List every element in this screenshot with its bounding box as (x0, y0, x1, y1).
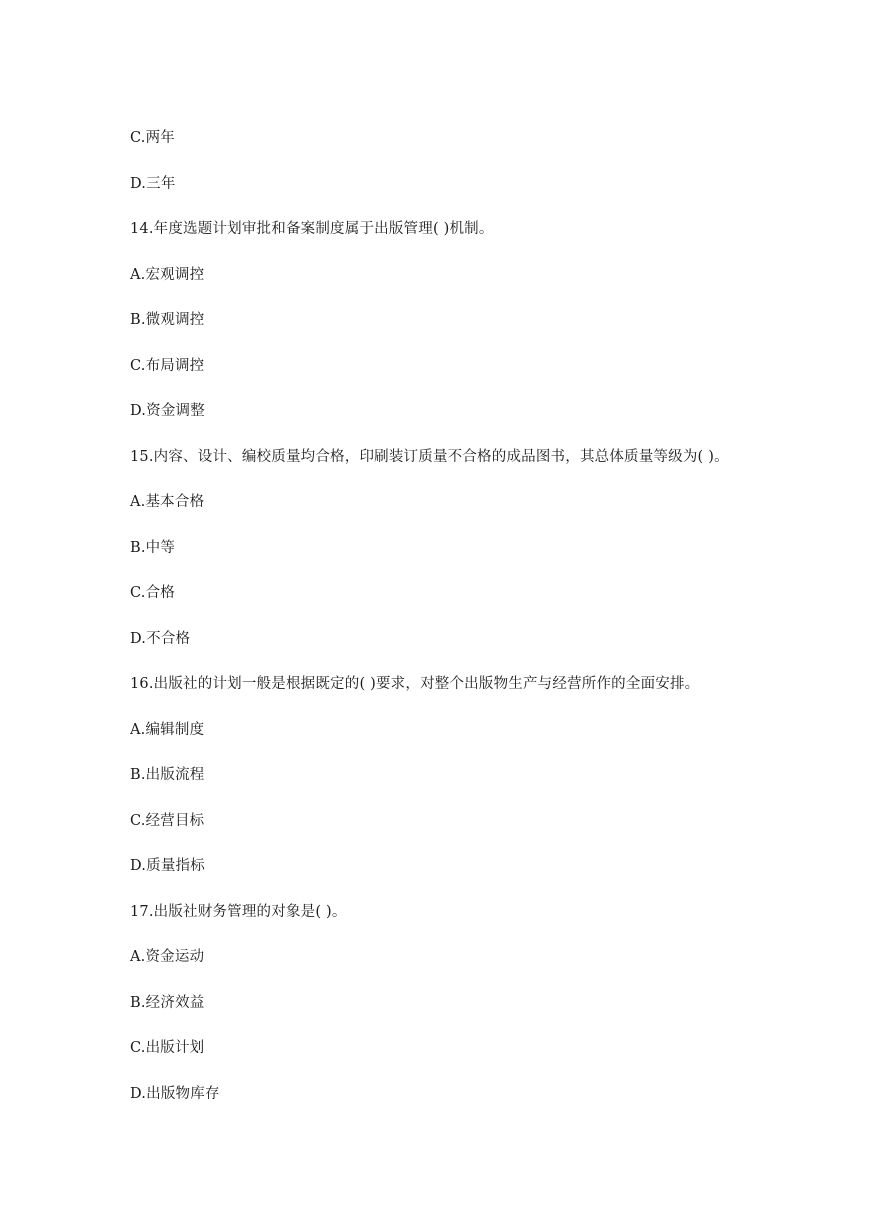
option-17c: C.出版计划 (130, 1040, 205, 1056)
option-15c: C.合格 (130, 585, 175, 601)
question-14: 14.年度选题计划审批和备案制度属于出版管理( )机制。 (130, 221, 494, 237)
option-14c: C.布局调控 (130, 358, 205, 374)
question-16: 16.出版社的计划一般是根据既定的( )要求，对整个出版物生产与经营所作的全面安排。 (130, 676, 700, 692)
option-16b: B.出版流程 (130, 767, 205, 783)
option-17b: B.经济效益 (130, 995, 205, 1011)
option-15a: A.基本合格 (130, 494, 205, 510)
option-13c: C.两年 (130, 130, 175, 146)
option-14d: D.资金调整 (130, 403, 205, 419)
option-16c: C.经营目标 (130, 813, 205, 829)
option-14b: B.微观调控 (130, 312, 205, 328)
option-14a: A.宏观调控 (130, 267, 205, 283)
question-17: 17.出版社财务管理的对象是( )。 (130, 904, 347, 920)
option-17a: A.资金运动 (130, 949, 205, 965)
option-15b: B.中等 (130, 540, 176, 556)
option-16a: A.编辑制度 (130, 722, 205, 738)
option-13d: D.三年 (130, 176, 176, 192)
option-16d: D.质量指标 (130, 858, 205, 874)
option-15d: D.不合格 (130, 631, 191, 647)
question-15: 15.内容、设计、编校质量均合格，印刷装订质量不合格的成品图书，其总体质量等级为( )。 (130, 449, 729, 465)
option-17d: D.出版物库存 (130, 1086, 220, 1102)
